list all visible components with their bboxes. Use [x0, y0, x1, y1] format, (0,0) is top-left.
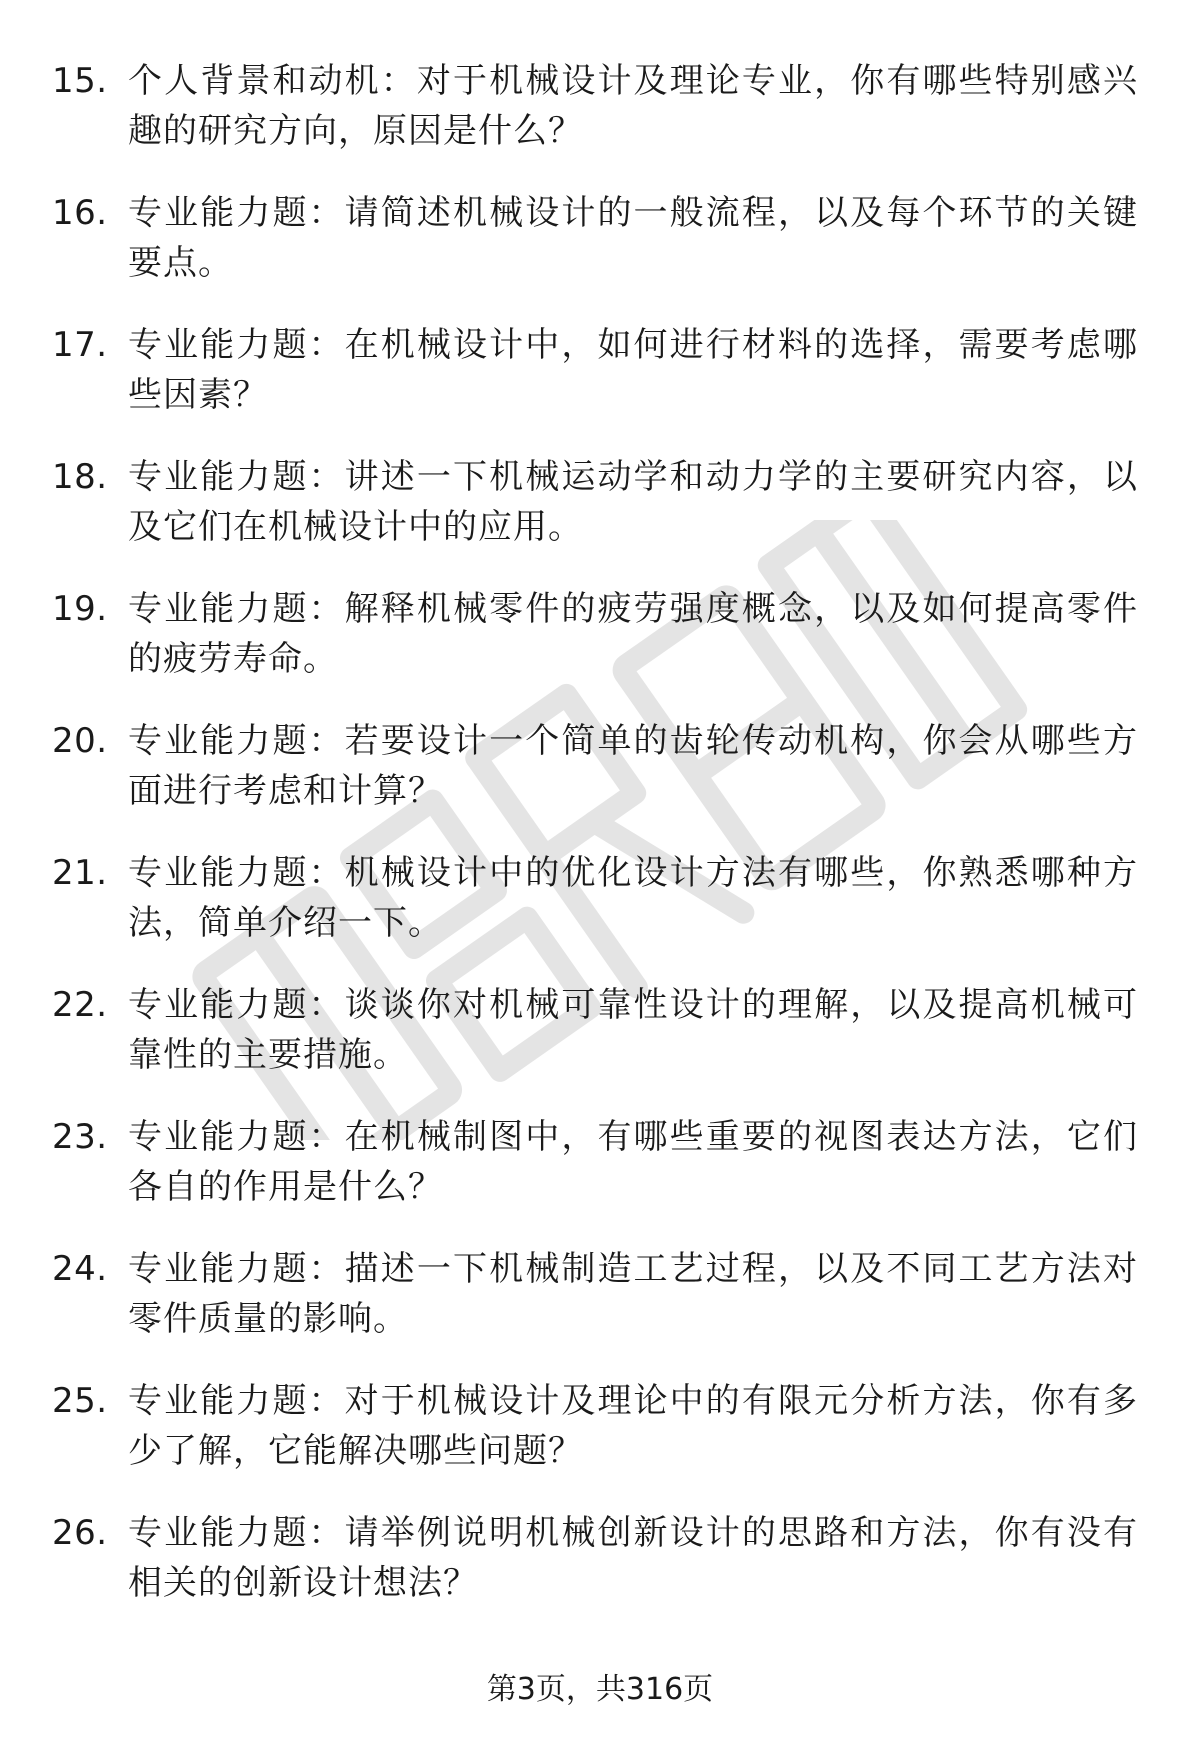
question-text: 专业能力题：讲述一下机械运动学和动力学的主要研究内容，以及它们在机械设计中的应用。 — [128, 457, 1138, 547]
question-text: 专业能力题：若要设计一个简单的齿轮传动机构，你会从哪些方面进行考虑和计算？ — [128, 721, 1138, 811]
question-text: 专业能力题：解释机械零件的疲劳强度概念，以及如何提高零件的疲劳寿命。 — [128, 589, 1138, 679]
question-number: 16. — [52, 193, 108, 233]
question-list — [0, 56, 1200, 1640]
question-item — [0, 1244, 1200, 1376]
question-item — [0, 1376, 1200, 1508]
question-text: 专业能力题：在机械设计中，如何进行材料的选择，需要考虑哪些因素？ — [128, 325, 1138, 415]
question-item — [0, 56, 1200, 188]
question-item — [0, 848, 1200, 980]
question-item — [0, 452, 1200, 584]
question-number: 25. — [52, 1381, 108, 1421]
question-number: 24. — [52, 1249, 108, 1289]
question-item — [0, 980, 1200, 1112]
question-text: 专业能力题：机械设计中的优化设计方法有哪些，你熟悉哪种方法，简单介绍一下。 — [128, 853, 1138, 943]
question-number: 15. — [52, 61, 108, 101]
question-number: 21. — [52, 853, 108, 893]
question-item — [0, 1508, 1200, 1640]
question-item — [0, 188, 1200, 320]
question-number: 22. — [52, 985, 108, 1025]
question-text: 专业能力题：请举例说明机械创新设计的思路和方法，你有没有相关的创新设计想法？ — [128, 1513, 1138, 1603]
page-number-label: 第3页，共316页 — [486, 1672, 714, 1707]
question-text: 专业能力题：请简述机械设计的一般流程，以及每个环节的关键要点。 — [128, 193, 1138, 283]
question-text: 专业能力题：谈谈你对机械可靠性设计的理解，以及提高机械可靠性的主要措施。 — [128, 985, 1138, 1075]
question-text: 专业能力题：在机械制图中，有哪些重要的视图表达方法，它们各自的作用是什么？ — [128, 1117, 1138, 1207]
question-number: 17. — [52, 325, 108, 365]
question-item — [0, 584, 1200, 716]
question-number: 18. — [52, 457, 108, 497]
question-number: 23. — [52, 1117, 108, 1157]
question-item — [0, 716, 1200, 848]
question-item — [0, 1112, 1200, 1244]
question-number: 20. — [52, 721, 108, 761]
page-footer — [0, 1668, 1200, 1712]
question-text: 专业能力题：对于机械设计及理论中的有限元分析方法，你有多少了解，它能解决哪些问题？ — [128, 1381, 1138, 1471]
question-text: 个人背景和动机：对于机械设计及理论专业，你有哪些特别感兴趣的研究方向，原因是什么？ — [128, 61, 1138, 151]
question-text: 专业能力题：描述一下机械制造工艺过程，以及不同工艺方法对零件质量的影响。 — [128, 1249, 1138, 1339]
question-number: 19. — [52, 589, 108, 629]
question-item — [0, 320, 1200, 452]
question-number: 26. — [52, 1513, 108, 1553]
